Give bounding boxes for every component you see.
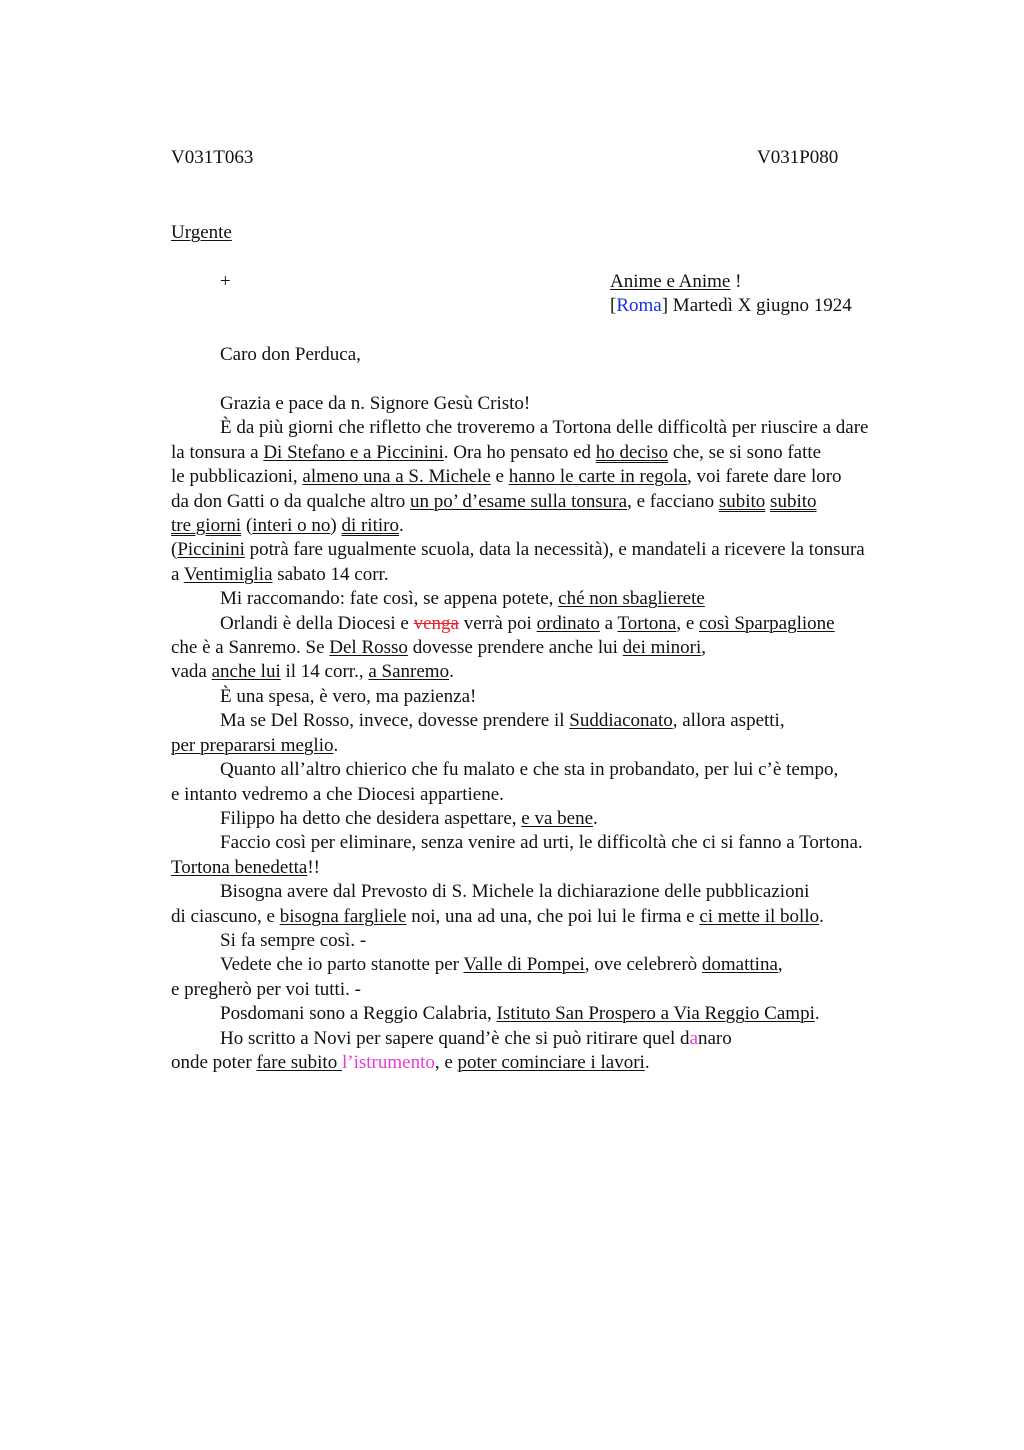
date-text: Martedì X giugno 1924 — [668, 295, 852, 316]
archive-code-left: V031T063 — [171, 147, 254, 168]
paragraph-1-line-5: tre giorni (interi o no) di ritiro. — [171, 515, 404, 537]
paragraph-1-line-1: È da più giorni che rifletto che troveremo a Tortona delle difficoltà per riuscire a dare — [220, 417, 869, 439]
paragraph-13-line-1: Vedete che io parto stanotte per Valle di Pompei, ove celebrerò domattina, — [220, 954, 783, 976]
paragraph-12: Si fa sempre così. - — [220, 929, 367, 951]
cross-mark: + — [220, 271, 231, 292]
paragraph-4-line-2: che è a Sanremo. Se Del Rosso dovesse prendere anche lui dei minori, — [171, 637, 707, 659]
paragraph-11-line-2: di ciascuno, e bisogna fargliele noi, una ad una, che poi lui le firma e ci mette il bollo. — [171, 905, 824, 927]
greeting: Grazia e pace da n. Signore Gesù Cristo! — [220, 393, 531, 414]
paragraph-15-line-1: Ho scritto a Novi per sapere quand’è che si può ritirare quel danaro — [220, 1027, 732, 1049]
paragraph-11-line-1: Bisogna avere dal Prevosto di S. Michele la dichiarazione delle pubblicazioni — [220, 881, 810, 903]
paragraph-8: Filippo ha detto che desidera aspettare, e va bene. — [220, 807, 598, 829]
motto-exclamation: ! — [730, 271, 742, 292]
place-date-line: [Roma] Martedì X giugno 1924 — [610, 295, 852, 316]
struck-word: venga — [413, 612, 459, 634]
paragraph-5: È una spesa, è vero, ma pazienza! — [220, 685, 477, 707]
place-name: Roma — [616, 295, 662, 316]
paragraph-15-line-2: onde poter fare subito l’istrumento, e poter cominciare i lavori. — [171, 1051, 650, 1073]
paragraph-10: Tortona benedetta!! — [171, 856, 321, 878]
paragraph-1-line-3: le pubblicazioni, almeno una a S. Michele e hanno le carte in regola, voi farete dare loro — [171, 466, 842, 488]
motto-text: Anime e Anime — [610, 271, 731, 292]
paragraph-7-line-1: Quanto all’altro chierico che fu malato e che sta in probandato, per lui c’è tempo, — [220, 759, 839, 781]
paragraph-2-line-2: a Ventimiglia sabato 14 corr. — [171, 563, 389, 585]
paragraph-1-line-2: la tonsura a Di Stefano e a Piccinini. Ora ho pensato ed ho deciso che, se si sono fatte — [171, 441, 822, 463]
paragraph-13-line-2: e pregherò per voi tutti. - — [171, 978, 361, 1000]
paragraph-3: Mi raccomando: fate così, se appena potete, ché non sbaglierete — [220, 588, 705, 610]
paragraph-6-line-1: Ma se Del Rosso, invece, dovesse prendere il Suddiaconato, allora aspetti, — [220, 710, 785, 732]
paragraph-7-line-2: e intanto vedremo a che Diocesi appartiene. — [171, 783, 504, 805]
motto-line — [610, 270, 741, 294]
paragraph-1-line-4: da don Gatti o da qualche altro un po’ d’esame sulla tonsura, e facciano subito subito — [171, 490, 817, 512]
paragraph-9: Faccio così per eliminare, senza venire ad urti, le difficoltà che ci si fanno a Tortona. — [220, 832, 863, 854]
paragraph-6-line-2: per prepararsi meglio. — [171, 734, 339, 756]
letter-body — [171, 392, 916, 1075]
paragraph-4-line-3: vada anche lui il 14 corr., a Sanremo. — [171, 661, 454, 683]
paragraph-2-line-1: (Piccinini potrà fare ugualmente scuola, data la necessità), e mandateli a ricevere la tonsura — [171, 539, 865, 561]
archive-code-right: V031P080 — [757, 147, 839, 168]
paragraph-4-line-1: Orlandi è della Diocesi e venga verrà poi ordinato a Tortona, e così Sparpaglione — [220, 612, 835, 634]
salutation: Caro don Perduca, — [220, 344, 361, 365]
urgent-label: Urgente — [171, 222, 232, 243]
paragraph-14: Posdomani sono a Reggio Calabria, Istituto San Prospero a Via Reggio Campi. — [220, 1003, 820, 1025]
